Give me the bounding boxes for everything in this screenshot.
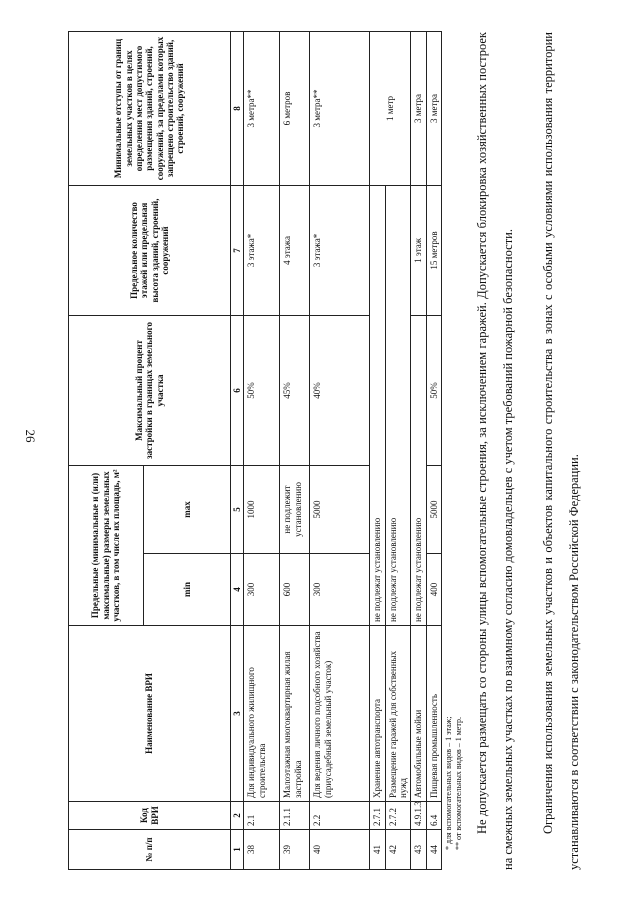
row-setback: 6 метров <box>280 31 310 185</box>
row-code: 2.1.1 <box>280 802 310 830</box>
row-setback: 3 метра** <box>310 31 370 185</box>
paragraph: Ограничения использования земельных участков и объектов капитального строительства в зонах с особыми условиями использования территории устанавливаются в соответствии с законодательством Российской Федерации. <box>540 32 581 870</box>
row-num: 42 <box>385 830 411 870</box>
row-num: 43 <box>411 830 426 870</box>
row-name: Автомобильные мойки <box>411 626 426 802</box>
row-num: 38 <box>244 830 280 870</box>
header-code: Код ВРИ <box>69 802 231 830</box>
row-floors: 1 этаж <box>411 185 426 315</box>
row-setback: 1 метр <box>370 31 411 185</box>
page-number: 26 <box>23 429 38 443</box>
row-floors: 4 этажа <box>280 185 310 315</box>
col-number: 3 <box>231 626 244 802</box>
row-span-text: не подлежат установлению <box>385 185 411 625</box>
row-min: 300 <box>244 554 280 626</box>
row-name: Малоэтажная многоквартирная жилая застройка <box>280 626 310 802</box>
row-min: 400 <box>426 554 441 626</box>
header-max: max <box>144 465 231 553</box>
col-number: 8 <box>231 31 244 185</box>
row-span-text: не подлежат установлению <box>411 315 426 625</box>
row-max: не подлежит установлению <box>280 465 310 553</box>
row-name: Размещение гаражей для собственных нужд <box>385 626 411 802</box>
header-area: Предельные (минимальные и (или) максимальные) размеры земельных участков, в том числе их площадь, м² <box>69 465 144 625</box>
table-note: ** от вспомогательных видов – 1 метр. <box>454 717 464 850</box>
row-num: 41 <box>370 830 385 870</box>
header-min: min <box>144 554 231 626</box>
row-name: Для индивидуального жилищного строительства <box>244 626 280 802</box>
col-number: 6 <box>231 315 244 465</box>
table-row <box>310 31 370 869</box>
row-num: 44 <box>426 830 441 870</box>
row-setback: 3 метра <box>411 31 426 185</box>
row-min: 600 <box>280 554 310 626</box>
header-setback: Минимальные отступы от границ земельных участков в целях определения мест допустимого размещения зданий, строений, сооружений, за пределами которых запрещено строительство зданий, строений, сооружений <box>69 31 231 185</box>
table-row <box>411 31 426 869</box>
row-name: Для ведения личного подсобного хозяйства (приусадебный земельный участок) <box>310 626 370 802</box>
row-setback: 3 метра** <box>244 31 280 185</box>
row-num: 39 <box>280 830 310 870</box>
row-name: Пищевая промышленность <box>426 626 441 802</box>
table-row <box>426 31 441 869</box>
row-percent: 50% <box>426 315 441 465</box>
rotated-page-content <box>68 32 581 870</box>
row-code: 4.9.1.3 <box>411 802 426 830</box>
row-percent: 50% <box>244 315 280 465</box>
row-code: 2.7.1 <box>370 802 385 830</box>
header-name: Наименование ВРИ <box>69 626 231 802</box>
row-code: 2.7.2 <box>385 802 411 830</box>
row-max: 5000 <box>426 465 441 553</box>
row-setback: 3 метра <box>426 31 441 185</box>
row-percent: 45% <box>280 315 310 465</box>
header-num: № п/п <box>69 830 231 870</box>
col-number: 4 <box>231 554 244 626</box>
table-row <box>280 31 310 869</box>
column-number-row <box>231 31 244 869</box>
row-name: Хранение автотранспорта <box>370 626 385 802</box>
row-code: 2.2 <box>310 802 370 830</box>
table-row <box>244 31 280 869</box>
col-number: 2 <box>231 802 244 830</box>
row-percent: 40% <box>310 315 370 465</box>
col-number: 7 <box>231 185 244 315</box>
col-number: 5 <box>231 465 244 553</box>
row-floors: 15 метров <box>426 185 441 315</box>
row-num: 40 <box>310 830 370 870</box>
row-min: 300 <box>310 554 370 626</box>
header-floors: Предельное количество этажей или предельная высота зданий, строений, сооружений <box>69 185 231 315</box>
header-percent: Максимальный процент застройки в границах земельного участка <box>69 315 231 465</box>
row-max: 5000 <box>310 465 370 553</box>
row-floors: 3 этажа* <box>244 185 280 315</box>
paragraph: Не допускается размещать со стороны улицы вспомогательные строения, за исключением гаражей. Допускается блокировка хозяйственных построек на смежных земельных участках по взаимному согласию домовладельцев с учетом требований пожарной безопасности. <box>474 32 515 870</box>
row-code: 6.4 <box>426 802 441 830</box>
row-floors: 3 этажа* <box>310 185 370 315</box>
row-code: 2.1 <box>244 802 280 830</box>
land-use-table <box>68 31 442 870</box>
row-span-text: не подлежат установлению <box>370 185 385 625</box>
table-row <box>370 31 385 869</box>
col-number: 1 <box>231 830 244 870</box>
table-note: * для вспомогательных видов – 1 этаж; <box>444 716 454 850</box>
table-notes <box>444 32 465 870</box>
row-max: 1000 <box>244 465 280 553</box>
